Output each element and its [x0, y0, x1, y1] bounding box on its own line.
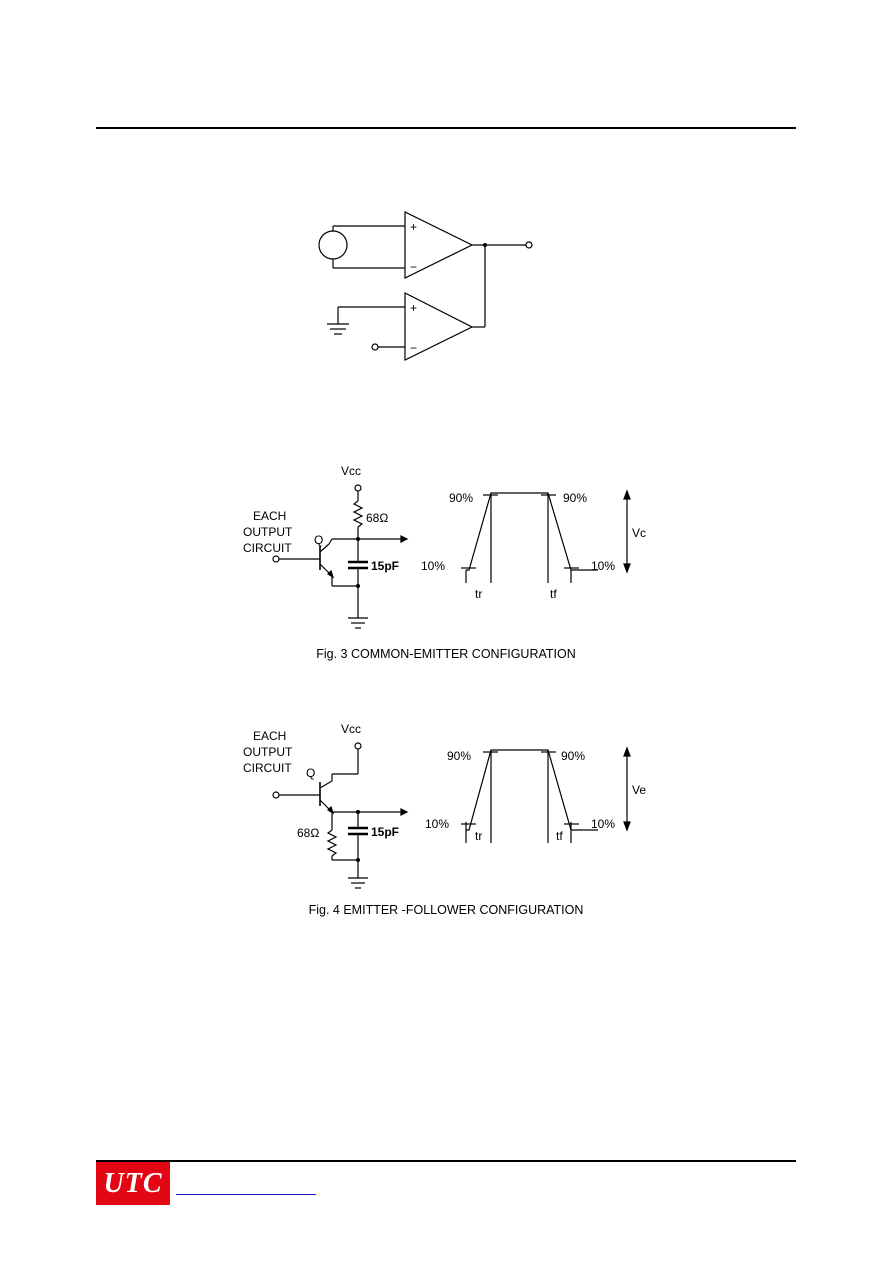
footer-link[interactable]	[176, 1193, 316, 1195]
pct-90-right: 90%	[563, 491, 588, 505]
rise-time-label: tr	[475, 829, 483, 843]
footer-rule	[96, 1160, 796, 1162]
output-terminal	[526, 242, 532, 248]
pct-90-right: 90%	[561, 749, 586, 763]
vcc-label: Vcc	[341, 464, 362, 478]
input-label-line2: OUTPUT	[243, 525, 293, 539]
amplitude-label: Ve	[632, 783, 647, 797]
resistor-label: 68Ω	[297, 826, 320, 840]
input-terminal	[372, 344, 378, 350]
signal-source	[319, 231, 347, 259]
resistor-label: 68Ω	[366, 511, 389, 525]
header-rule	[96, 127, 796, 129]
transistor-label: Q	[306, 766, 316, 780]
fig4-caption: Fig. 4 EMITTER -FOLLOWER CONFIGURATION	[308, 903, 584, 917]
pct-10-right: 10%	[591, 559, 616, 573]
input-label-line1: EACH	[253, 729, 287, 743]
pct-10-left: 10%	[421, 559, 446, 573]
capacitor-label: 15pF	[371, 559, 400, 573]
input-label-line3: CIRCUIT	[243, 761, 292, 775]
input-label-line1: EACH	[253, 509, 287, 523]
amplitude-label: Vc	[632, 526, 647, 540]
fall-time-label: tf	[556, 829, 563, 843]
pct-90-left: 90%	[447, 749, 472, 763]
pct-10-right: 10%	[591, 817, 616, 831]
capacitor-label: 15pF	[371, 825, 400, 839]
transistor-label: Q	[314, 533, 324, 547]
utc-logo	[96, 1162, 170, 1205]
fall-time-label: tf	[550, 587, 557, 601]
fig3-caption: Fig. 3 COMMON-EMITTER CONFIGURATION	[316, 647, 576, 661]
minus-sign-bottom: −	[410, 341, 418, 355]
rise-time-label: tr	[475, 587, 483, 601]
opamp-circuit-diagram	[300, 200, 550, 370]
pct-90-left: 90%	[449, 491, 474, 505]
vcc-label: Vcc	[341, 722, 362, 736]
fig3-common-emitter-diagram	[236, 458, 656, 638]
input-label-line3: CIRCUIT	[243, 541, 292, 555]
input-label-line2: OUTPUT	[243, 745, 293, 759]
pct-10-left: 10%	[425, 817, 450, 831]
minus-sign-top: −	[410, 260, 418, 274]
plus-sign-top: +	[410, 220, 418, 234]
plus-sign-bottom: +	[410, 301, 418, 315]
utc-logo-text: UTC	[103, 1168, 163, 1199]
resistor-68-ohm	[328, 830, 336, 856]
fig4-emitter-follower-diagram	[236, 718, 656, 898]
resistor-68-ohm	[354, 501, 362, 527]
